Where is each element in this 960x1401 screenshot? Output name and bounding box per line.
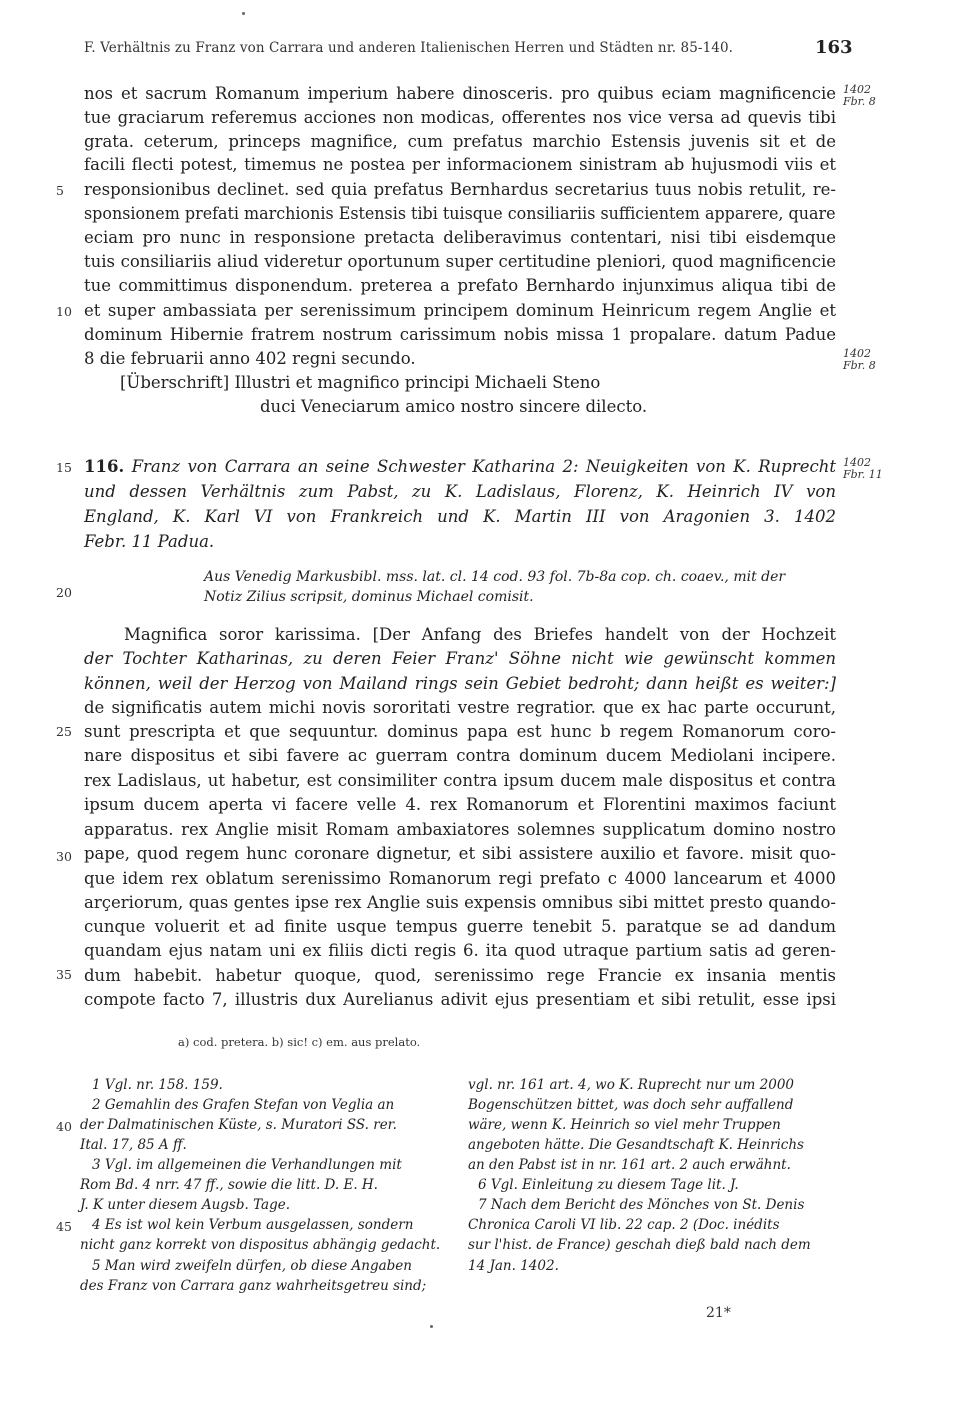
footnote-line: vgl. nr. 161 art. 4, wo K. Ruprecht nur um 2000 [468,1077,794,1093]
footnote-line: 6 Vgl. Einleitung zu diesem Tage lit. J. [478,1177,739,1193]
scan-speck [242,12,245,15]
heading-line [84,457,836,477]
text-line: facili flecti potest, timemus ne postea per informacionem sinistram ab hujusmodi viis et [84,155,836,174]
text-line: que idem rex oblatum serenissimo Romanorum regi prefato c 4000 lancearum et 4000 [84,869,836,888]
text-line: tue graciarum referemus acciones non modicas, offerentes nos vice versa ad quevis tibi [84,108,836,127]
footnote-line: Rom Bd. 4 nrr. 47 ff., sowie die litt. D. E. H. [80,1177,378,1193]
footnote-line: 5 Man wird zweifeln dürfen, ob diese Angaben [92,1258,412,1274]
text-line: können, weil der Herzog von Mailand rings sein Gebiet bedroht; dann heißt es weiter:] [84,674,836,693]
text-line: quandam ejus natam uni ex filiis dicti regis 6. ita quod utraque partium satis ad geren- [84,941,836,960]
text-line: dominum Hibernie fratrem nostrum carissimum nobis missa 1 propalare. datum Padue [84,325,836,344]
page-number: 163 [815,37,853,58]
line-number: 35 [56,967,72,982]
text-line: nos et sacrum Romanum imperium habere dinosceris. pro quibus eciam magnificencie [84,84,836,103]
footnote-line: Chronica Caroli VI lib. 22 cap. 2 (Doc. inédits [468,1217,780,1233]
footnote-line: J. K unter diesem Augsb. Tage. [80,1197,290,1213]
line-number: 30 [56,849,72,864]
text-line: pape, quod regem hunc coronare dignetur, et sibi assistere auxilio et favore. misit quo- [84,844,836,863]
text-line: der Tochter Katharinas, zu deren Feier Franz' Söhne nicht wie gewünscht kommen [84,649,836,668]
margin-date: Fbr. 8 [843,359,876,372]
signature-mark: 21* [706,1305,731,1321]
footnote-line: sur l'hist. de France) geschah dieß bald nach dem [468,1237,811,1253]
margin-note [843,84,876,108]
footnote-line: 7 Nach dem Bericht des Mönches von St. Denis [478,1197,805,1213]
line-number: 10 [56,304,72,319]
footnote-line: wäre, wenn K. Heinrich so viel mehr Truppen [468,1117,781,1133]
margin-year: 1402 [843,456,871,469]
document-number: 116. [84,457,125,476]
variant-apparatus: a) cod. pretera. b) sic! c) em. aus prelato. [178,1035,421,1049]
footnote-line: 14 Jan. 1402. [468,1258,559,1274]
heading-line: England, K. Karl VI von Frankreich und K. Martin III von Aragonien 3. 1402 [84,507,836,526]
footnote-line: der Dalmatinischen Küste, s. Muratori SS. rer. [80,1117,397,1133]
text-line: nare dispositus et sibi favere ac guerram contra dominum ducem Mediolani incipere. [84,746,836,765]
line-number: 15 [56,460,72,475]
address-line: duci Veneciarum amico nostro sincere dilecto. [260,397,648,416]
text-line: tue committimus disponendum. preterea a prefato Bernhardo injunximus aliqua tibi de [84,276,836,295]
margin-note [843,348,876,372]
heading-line: und dessen Verhältnis zum Pabst, zu K. Ladislaus, Florenz, K. Heinrich IV von [84,482,836,501]
text-line: responsionibus declinet. sed quia prefatus Bernhardus secretarius tuus nobis retulit, re- [84,180,836,199]
line-number: 40 [56,1119,72,1134]
text-line: tuis consiliariis aliud videretur oportunum super certitudine pleniori, quod magnificencie [84,252,836,271]
text-line: et super ambassiata per serenissimum principem dominum Heinricum regem Anglie et [84,301,836,320]
text-line: apparatus. rex Anglie misit Romam ambaxiatores solemnes supplicatum domino nostro [84,820,836,839]
text-line: Magnifica soror karissima. [Der Anfang des Briefes handelt von der Hochzeit [124,625,836,644]
running-header: F. Verhältnis zu Franz von Carrara und anderen Italienischen Herren und Städten nr. 85-140. [84,40,734,56]
dating-line: 8 die februarii anno 402 regni secundo. [84,349,416,368]
footnote-line: des Franz von Carrara ganz wahrheitsgetreu sind; [80,1278,427,1294]
heading-text: Franz von Carrara an seine Schwester Katharina 2: Neuigkeiten von K. Ruprecht [131,457,836,476]
footnote-line: an den Pabst ist in nr. 161 art. 2 auch erwähnt. [468,1157,791,1173]
footnote-line: 2 Gemahlin des Grafen Stefan von Veglia an [92,1097,395,1113]
text-line: de significatis autem michi novis sororitati vestre regratior. que ex hac parte occurunt, [84,698,836,717]
line-number: 20 [56,585,72,600]
text-line: grata. ceterum, princeps magnifice, cum prefatus marchio Estensis juvenis sit et de [84,132,836,151]
margin-date: Fbr. 8 [843,95,876,108]
text-line: eciam pro nunc in responsione pretacta deliberavimus contentari, nisi tibi eisdemque [84,228,836,247]
margin-year: 1402 [843,83,871,96]
scan-speck [430,1325,433,1328]
text-line: compote facto 7, illustris dux Aurelianus adivit ejus presentiam et sibi retulit, esse ipsi [84,990,836,1009]
line-number: 25 [56,724,72,739]
margin-year: 1402 [843,347,871,360]
text-line: arçeriorum, quas gentes ipse rex Anglie suis expensis omnibus sibi mittet presto quando- [84,893,836,912]
text-line: sponsionem prefati marchionis Estensis tibi tuisque consiliariis sufficientem apparere, quare [84,204,836,223]
text-line: rex Ladislaus, ut habetur, est consimiliter contra ipsum ducem male dispositus et contra [84,771,836,790]
footnote-line: 3 Vgl. im allgemeinen die Verhandlungen mit [92,1157,402,1173]
margin-date: Fbr. 11 [843,468,883,481]
footnote-line: Bogenschützen bittet, was doch sehr auffallend [468,1097,794,1113]
address-line: [Überschrift] Illustri et magnifico principi Michaeli Steno [120,373,601,392]
text-line: cunque voluerit et ad finite usque tempus guerre tenebit 5. paratque se ad dandum [84,917,836,936]
footnote-line: 4 Es ist wol kein Verbum ausgelassen, sondern [92,1217,414,1233]
line-number: 5 [56,183,64,198]
footnote-line: 1 Vgl. nr. 158. 159. [92,1077,223,1093]
footnote-line: Ital. 17, 85 A ff. [80,1137,187,1153]
footnote-line: angeboten hätte. Die Gesandtschaft K. Heinrichs [468,1137,804,1153]
text-line: ipsum ducem aperta vi facere velle 4. rex Romanorum et Florentini maximos faciunt [84,795,836,814]
text-line: dum habebit. habetur quoque, quod, serenissimo rege Francie ex insania mentis [84,966,836,985]
source-line: Notiz Zilius scripsit, dominus Michael comisit. [204,589,534,605]
footnote-line: nicht ganz korrekt von dispositus abhängig gedacht. [80,1237,441,1253]
text-line: sunt prescripta et que sequuntur. dominus papa est hunc b regem Romanorum coro- [84,722,836,741]
line-number: 45 [56,1219,72,1234]
heading-line: Febr. 11 Padua. [84,532,215,551]
margin-note [843,457,883,481]
source-line: Aus Venedig Markusbibl. mss. lat. cl. 14 cod. 93 fol. 7b-8a cop. ch. coaev., mit der [204,569,786,585]
